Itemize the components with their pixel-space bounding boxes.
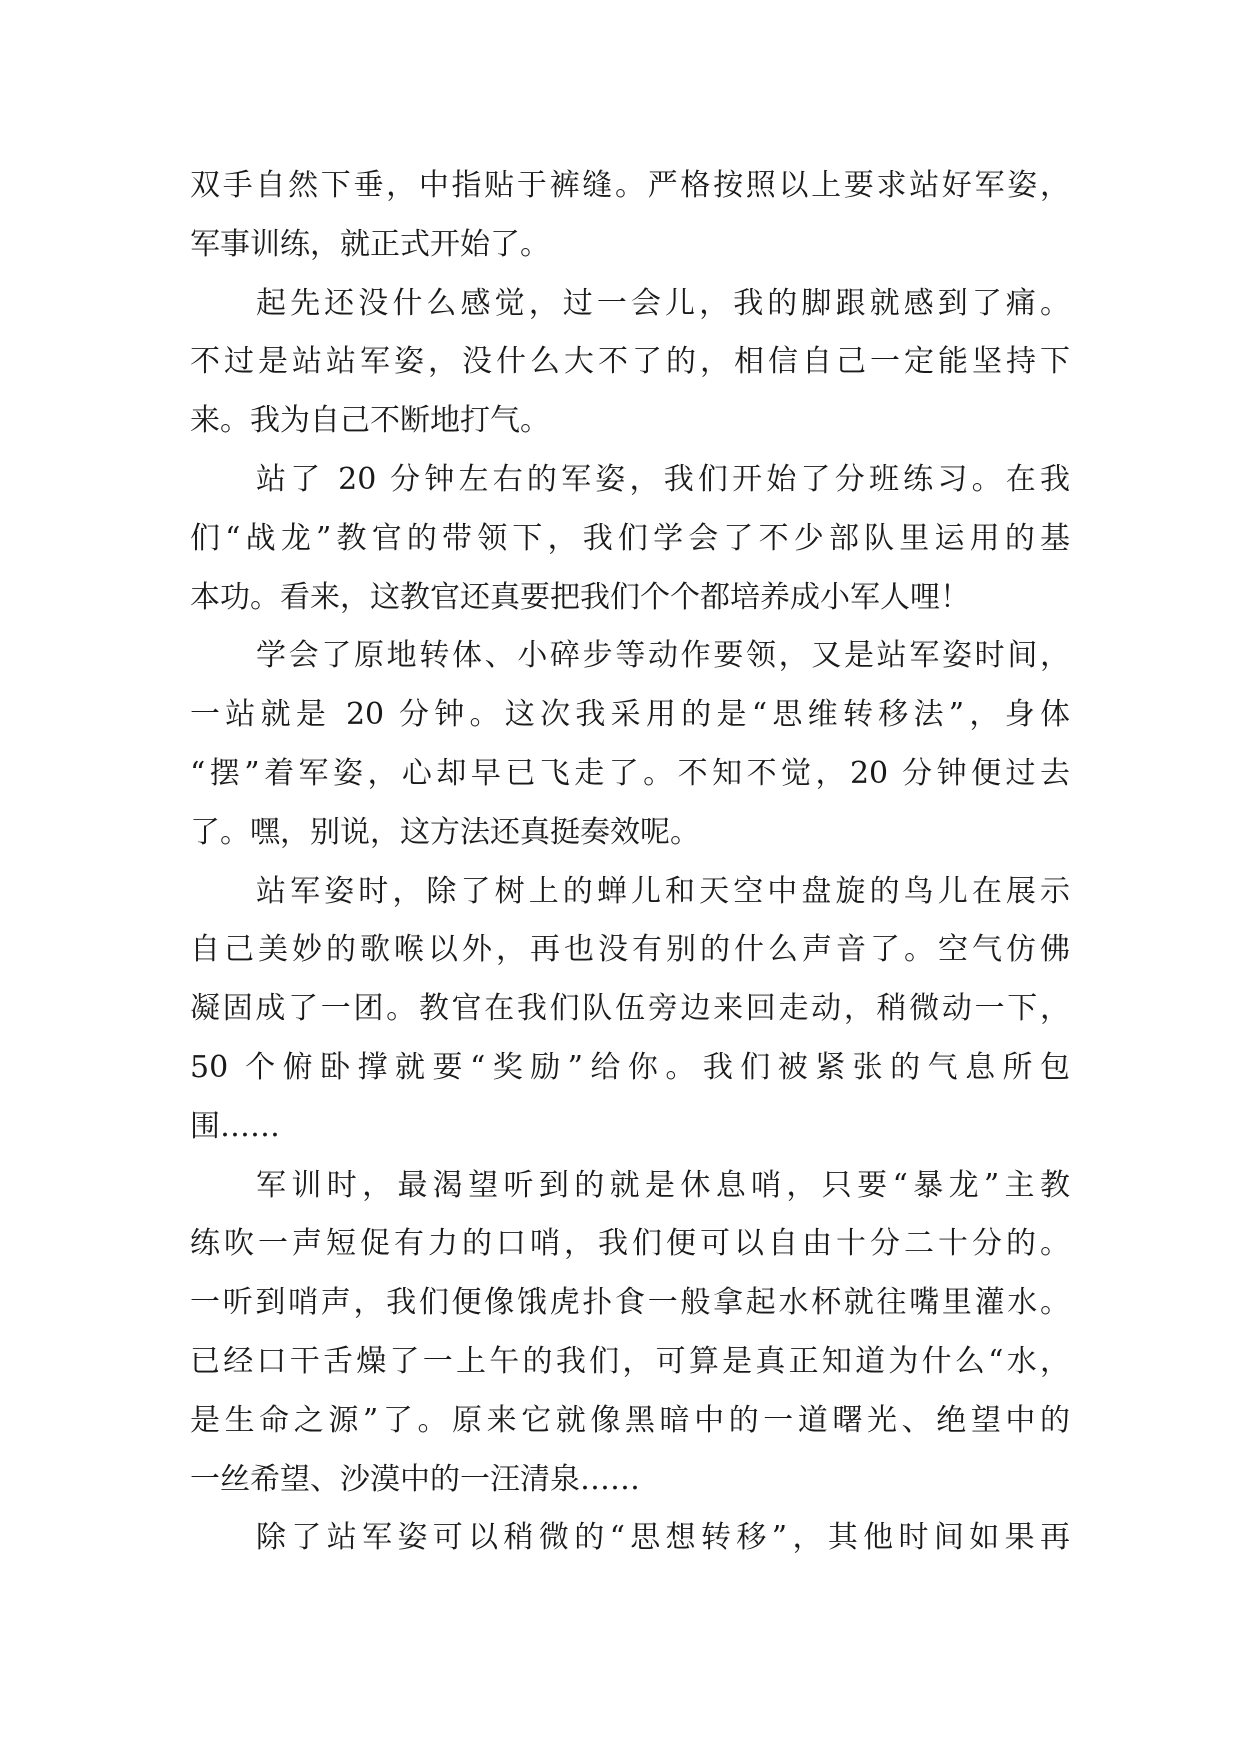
text-line: 凝固成了一团。教官在我们队伍旁边来回走动，稍微动一下， [190,991,1070,1027]
text-line: 是生命之源”了。原来它就像黑暗中的一道曙光、绝望中的 [190,1402,1070,1438]
paragraph [190,863,1070,1157]
paragraph [190,157,1070,275]
text-line: 一丝希望、沙漠中的一汪清泉…… [190,1461,640,1497]
text-line: “摆”着军姿，心却早已飞走了。不知不觉，20 分钟便过去 [190,755,1070,791]
text-line: 围…… [190,1108,280,1144]
paragraph [190,275,1070,451]
text-line: 军事训练，就正式开始了。 [190,226,550,262]
paragraph [190,451,1070,627]
paragraph [190,1509,1070,1568]
document-body [190,157,1070,1568]
paragraph [190,1157,1070,1510]
text-line: 除了站军姿可以稍微的“思想转移”，其他时间如果再 [256,1520,1070,1556]
text-line: 学会了原地转体、小碎步等动作要领，又是站军姿时间， [256,638,1070,674]
text-line: 已经口干舌燥了一上午的我们，可算是真正知道为什么“水， [190,1343,1070,1379]
text-line: 一站就是 20 分钟。这次我采用的是“思维转移法”，身体 [190,697,1070,733]
text-line: 军训时，最渴望听到的就是休息哨，只要“暴龙”主教 [256,1167,1070,1203]
text-line: 50 个俯卧撑就要“奖励”给你。我们被紧张的气息所包 [190,1049,1070,1085]
text-line: 起先还没什么感觉，过一会儿，我的脚跟就感到了痛。 [256,285,1070,321]
text-line: 站军姿时，除了树上的蝉儿和天空中盘旋的鸟儿在展示 [256,873,1070,909]
text-line: 自己美妙的歌喉以外，再也没有别的什么声音了。空气仿佛 [190,932,1070,968]
text-line: 了。嘿，别说，这方法还真挺奏效呢。 [190,814,700,850]
text-line: 双手自然下垂，中指贴于裤缝。严格按照以上要求站好军姿， [190,168,1070,203]
text-line: 站了 20 分钟左右的军姿，我们开始了分班练习。在我 [256,461,1070,497]
paragraph [190,627,1070,862]
text-line: 一听到哨声，我们便像饿虎扑食一般拿起水杯就往嘴里灌水。 [190,1285,1070,1321]
text-line: 本功。看来，这教官还真要把我们个个都培养成小军人哩！ [190,579,970,615]
text-line: 们“战龙”教官的带领下，我们学会了不少部队里运用的基 [190,520,1070,556]
text-line: 练吹一声短促有力的口哨，我们便可以自由十分二十分的。 [190,1226,1070,1262]
text-line: 来。我为自己不断地打气。 [190,403,550,439]
text-line: 不过是站站军姿，没什么大不了的，相信自己一定能坚持下 [190,344,1070,380]
